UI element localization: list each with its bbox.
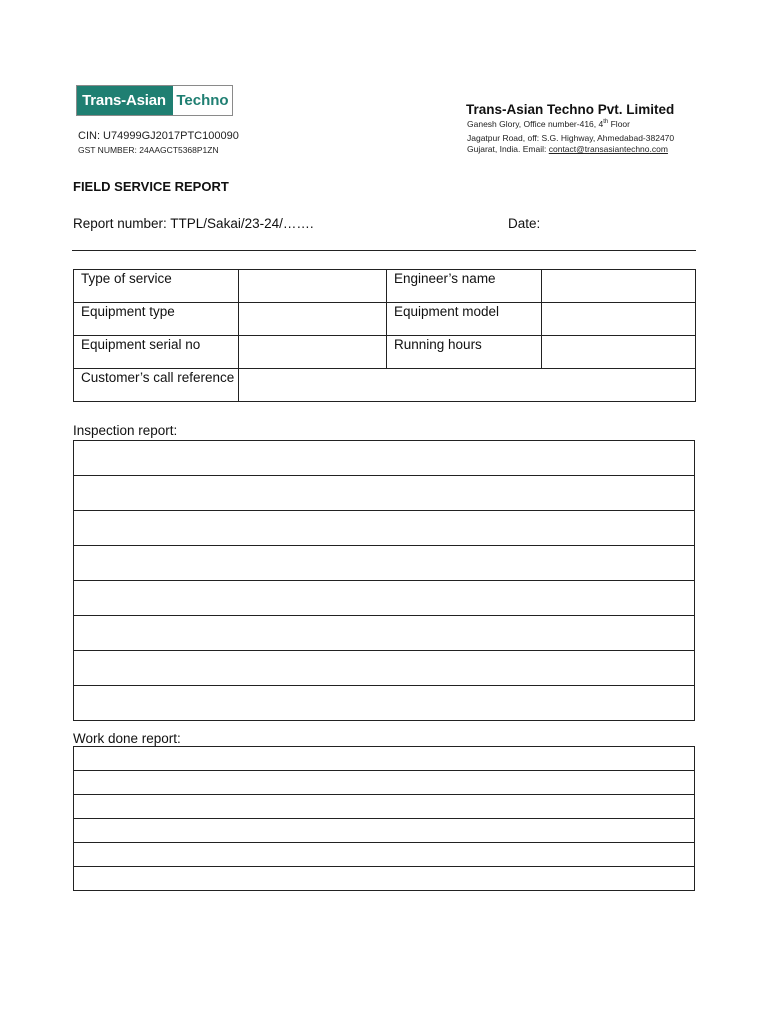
table-row [74, 867, 695, 891]
table-row [74, 686, 695, 721]
table-row [74, 546, 695, 581]
type-of-service-field[interactable] [239, 270, 387, 303]
logo-right-text: Techno [171, 86, 232, 115]
inspection-line[interactable] [74, 546, 695, 581]
equipment-type-label: Equipment type [74, 303, 239, 336]
date-label: Date: [508, 216, 541, 231]
address-line-3: Gujarat, India. Email: contact@transasiantechno.com [467, 144, 668, 154]
report-title: FIELD SERVICE REPORT [73, 179, 229, 194]
table-row [74, 795, 695, 819]
table-row [74, 336, 696, 369]
table-row [74, 651, 695, 686]
type-of-service-label: Type of service [74, 270, 239, 303]
inspection-line[interactable] [74, 511, 695, 546]
work-done-line[interactable] [74, 747, 695, 771]
equipment-serial-field[interactable] [239, 336, 387, 369]
engineer-name-label: Engineer’s name [387, 270, 542, 303]
table-row [74, 511, 695, 546]
inspection-line[interactable] [74, 441, 695, 476]
company-logo [76, 85, 233, 116]
inspection-line[interactable] [74, 686, 695, 721]
table-row [74, 303, 696, 336]
inspection-line[interactable] [74, 651, 695, 686]
table-row [74, 441, 695, 476]
work-done-line[interactable] [74, 819, 695, 843]
service-info-table [73, 269, 696, 402]
table-row [74, 747, 695, 771]
work-done-line[interactable] [74, 771, 695, 795]
table-row [74, 476, 695, 511]
call-reference-field[interactable] [239, 369, 696, 402]
email-link[interactable]: contact@transasiantechno.com [548, 144, 668, 154]
table-row [74, 581, 695, 616]
address-line-1: Ganesh Glory, Office number-416, 4th Floor [467, 119, 630, 129]
work-done-line[interactable] [74, 843, 695, 867]
call-reference-label: Customer’s call reference [74, 369, 239, 402]
company-name: Trans-Asian Techno Pvt. Limited [466, 102, 675, 117]
work-done-report-label: Work done report: [73, 731, 181, 746]
inspection-line[interactable] [74, 616, 695, 651]
table-row [74, 819, 695, 843]
table-row [74, 369, 696, 402]
equipment-model-label: Equipment model [387, 303, 542, 336]
cin-number: CIN: U74999GJ2017PTC100090 [78, 130, 239, 142]
inspection-line[interactable] [74, 581, 695, 616]
running-hours-label: Running hours [387, 336, 542, 369]
report-number: Report number: TTPL/Sakai/23-24/……. [73, 216, 314, 231]
equipment-model-field[interactable] [542, 303, 696, 336]
work-done-report-table [73, 746, 695, 891]
engineer-name-field[interactable] [542, 270, 696, 303]
work-done-line[interactable] [74, 795, 695, 819]
work-done-line[interactable] [74, 867, 695, 891]
table-row [74, 843, 695, 867]
inspection-report-table [73, 440, 695, 721]
equipment-serial-label: Equipment serial no [74, 336, 239, 369]
header-divider [72, 250, 696, 251]
inspection-report-label: Inspection report: [73, 423, 178, 438]
running-hours-field[interactable] [542, 336, 696, 369]
equipment-type-field[interactable] [239, 303, 387, 336]
table-row [74, 270, 696, 303]
address-line-2: Jagatpur Road, off: S.G. Highway, Ahmedabad-382470 [467, 133, 675, 143]
logo-left-text: Trans-Asian [77, 86, 171, 115]
table-row [74, 771, 695, 795]
inspection-line[interactable] [74, 476, 695, 511]
gst-number: GST NUMBER: 24AAGCT5368P1ZN [78, 145, 219, 155]
table-row [74, 616, 695, 651]
